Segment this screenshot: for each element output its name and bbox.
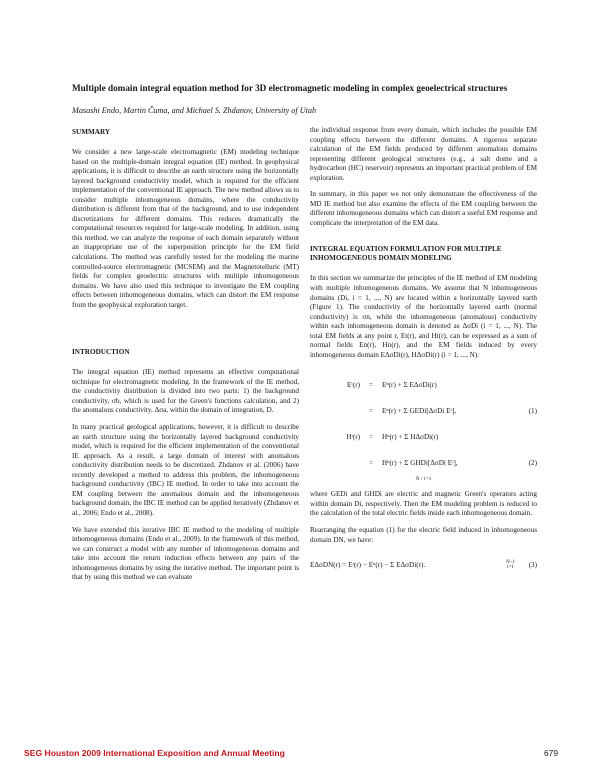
- formulation-paragraph: In this section we summarize the principles of the IE method of EM modeling with multiple inhomogeneous domains. We assume that N inhomogeneous domains (Di, i = 1, ..., N) are located within a horizontally layered earth (Figure 1). The conductivity of the horizontally layered earth (normal conductivity) is σn, while the inhomogeneous (anomalous) conductivity within each inhomogeneous domain is denoted as ΔσDi (i = 1, ..., N). The total EM fields at any point r, Et(r), and Ht(r), can be expressed as a sum of normal fields En(r), Hn(r), and the EM fields induced by every inhomogeneous domain EΔσDi(r), HΔσDi(r) (i = 1, ..., N):: [310, 274, 537, 359]
- equation-number: (3): [528, 561, 537, 570]
- summary-heading: SUMMARY: [72, 128, 111, 136]
- summary-paragraph: We consider a new large-scale electromagnetic (EM) modeling technique based on the multiple-domain integral equation (IE) method. In geophysical applications, it is difficult to describe an earth structure using the horizontally layered background conductivity model, which is required for the efficient implementation of the conventional IE approach. The new method allows us to consider multiple inhomogeneous domains, where the conductivity distribution is different from that of the background, and to use independent discretizations for different domains. This reduces dramatically the computational resources required for large-scale modeling. In addition, using this method, we can analyze the response of each domain separately without an inappropriate use of the superposition principle for the EM field calculations. The method was carefully tested for the modeling the marine controlled-source electromagnetic (MCSEM) and the Magnetotelluric (MT) fields for complex geoelectric structures with multiple inhomogeneous domains. We have also used this technique to investigate the EM coupling effects between inhomogeneous domains, which can distort the EM response from the geophysical exploration target.: [72, 148, 300, 309]
- equation-rhs: Eⁿ(r) + Σ GEDi[ΔσDi Eᵗ],: [382, 407, 457, 416]
- equation-number: (1): [528, 407, 537, 416]
- equation-rhs: Hⁿ(r) + Σ HΔσDi(r): [382, 433, 439, 442]
- intro-paragraph-3: We have extended this iterative IBC IE method to the modeling of multiple inhomogeneous domains (Endo et al., 2009). In the framework of this method, we can construct a model with any number of inhomogeneous domains and take into account the return induction effects between any pairs of the inhomogeneous domains by using the iterative method. The important point is that by using this method we can evaluate: [72, 525, 299, 582]
- intro-paragraph-2: In many practical geological applications, however, it is difficult to describe an earth structure using the horizontally layered background conductivity model, which is required for the efficient implementation of the conventional IE approach. As a result, a large domain of interest with anomalous conductivity distribution needs to be discretized. Zhdanov et al. (2006) have recently developed a method to address this problem, the inhomogeneous background conductivity (IBC) IE method. In order to take into account the EM coupling between the anomalous domain and the inhomogeneous background domain, the IBC IE method can be applied iteratively (Zhdanov et al., 2006; Endo et al., 2008).: [72, 423, 299, 517]
- equation-lhs: Hᵗ(r): [346, 433, 360, 442]
- sum-lower-limit: i=1: [423, 476, 432, 483]
- page-number: 679: [544, 748, 558, 758]
- equation-3-expression: EΔσDN(r) = Eᵗ(r) − Eⁿ(r) − Σ EΔσDi(r).: [310, 561, 426, 570]
- sum-limits-note: N / i=1: [415, 476, 432, 483]
- post-equation-paragraph-2: Rearranging the equation (1) for the electric field induced in inhomogeneous domain DN, we have:: [310, 526, 537, 544]
- sum-upper-limit: N: [415, 476, 420, 483]
- paper-title: Multiple domain integral equation method for 3D electromagnetic modeling in complex geoelectrical structures: [72, 83, 508, 93]
- equation-rhs: Eⁿ(r) + Σ EΔσDi(r): [382, 381, 437, 390]
- equation-number: (2): [528, 459, 537, 468]
- sum-lower-limit: i=1: [507, 565, 514, 571]
- equation-row: = Hⁿ(r) + Σ GHDi[ΔσDi Eᵗ], (2): [368, 459, 537, 468]
- formulation-heading: INTEGRAL EQUATION FORMULATION FOR MULTIPLE INHOMOGENEOUS DOMAIN MODELING: [310, 245, 502, 263]
- equation-row: = Eⁿ(r) + Σ GEDi[ΔσDi Eᵗ], (1): [368, 407, 537, 416]
- equation-block-1-2: [310, 372, 537, 482]
- author-line: Masashi Endo, Martin Čuma, and Michael S. Zhdanov, University of Utah: [72, 106, 317, 115]
- equation-row: Eᵗ(r) = Eⁿ(r) + Σ EΔσDi(r): [310, 372, 537, 398]
- right-paragraph-2: In summary, in this paper we not only demonstrate the effectiveness of the MD IE method but also examine the effects of the EM coupling between the different inhomogeneous domains which can distort a useful EM response and complicate the interpretation of the EM data.: [310, 190, 537, 227]
- equation-rhs: Hⁿ(r) + Σ GHDi[ΔσDi Eᵗ],: [382, 459, 458, 468]
- footer-conference: SEG Houston 2009 International Exposition and Annual Meeting: [24, 748, 285, 758]
- intro-paragraph-1: The integral equation (IE) method represents an effective computational technique for electromagnetic modeling. In the framework of the IE method, the conductivity distribution is divided into two parts: 1) the background conductivity, σb, which is used for the Green's functions calculation, and 2) the anomalous conductivity, Δσa, within the domain of integration, D.: [72, 368, 299, 415]
- equation-row: Hᵗ(r) = Hⁿ(r) + Σ HΔσDi(r): [310, 424, 537, 450]
- equation-3-limits: [506, 560, 515, 570]
- equation-lhs: Eᵗ(r): [347, 381, 360, 390]
- introduction-heading: INTRODUCTION: [72, 348, 130, 357]
- right-paragraph-1: the individual response from every domain, which includes the possible EM coupling effects between the different domains. A rigorous separate calculation of the EM fields produced by different anomalous domains representing different geological structures (e.g., a salt dome and a hydrocarbon (HC) reservoir) represents an important practical problem of EM exploration.: [310, 126, 537, 182]
- post-equation-paragraph-1: where GEDi and GHDi are electric and magnetic Green's operators acting within domain Di, respectively. Then the EM modeling problem is reduced to the calculation of the total electric fields inside each inhomogeneous domain.: [310, 490, 537, 518]
- equation-3: [310, 552, 537, 578]
- left-column: [72, 128, 299, 590]
- sum-upper-limit: N−1: [506, 560, 515, 566]
- right-column: [310, 126, 537, 578]
